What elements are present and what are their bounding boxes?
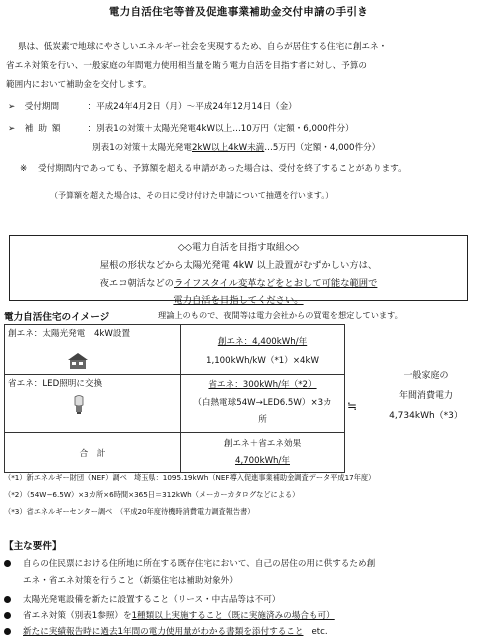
lottery-note: （予算額を超えた場合は、その日に受け付けた申請について抽選を行います。）	[50, 191, 334, 200]
row2-value: 省エネ：300kWh/年（*2）	[208, 380, 317, 390]
box-line: 屋根の形状などから太陽光発電 4kW 以上設置がむずかしい方は、	[99, 260, 378, 271]
requirement-item	[4, 625, 328, 637]
arrow-bullet-icon: ➢	[8, 102, 16, 112]
table-cell	[5, 433, 181, 473]
row2-calc: （白熱電球54W→LED6.5W）×3カ	[193, 398, 332, 408]
reception-period	[8, 100, 297, 112]
image-section-subtitle: 理論上のもので、夜間等は電力会社からの買電を想定しています。	[158, 310, 403, 320]
household-line2: 年間消費電力	[398, 391, 453, 401]
energy-table	[4, 324, 345, 473]
requirement-text: 太陽光発電設備を新たに設置すること（リース・中古品等は不可）	[23, 595, 281, 605]
approx-equal-symbol: ≒	[347, 399, 358, 413]
period-label: 受付期間	[24, 102, 60, 112]
amount-label: 補助額	[24, 124, 66, 134]
household-line1: 一般家庭の	[403, 371, 449, 381]
row1-value: 創エネ：4,400kWh/年	[217, 337, 308, 347]
amount-1: ：別表1の対策＋太陽光発電4kW以上…10万円（定額・6,000件分）	[87, 124, 354, 134]
image-section-heading: 電力自活住宅のイメージ	[4, 312, 110, 323]
table-cell	[181, 325, 345, 375]
note-mark: ※	[20, 164, 28, 174]
table-row	[5, 375, 345, 433]
bullet-dot-icon	[4, 596, 11, 603]
requirement-item	[4, 609, 335, 621]
bullet-dot-icon	[4, 612, 11, 619]
requirement-underlined: 新たに実績報告時に過去1年間の電力使用量がわかる書類を添付すること	[23, 627, 304, 637]
requirement-item	[4, 557, 375, 569]
requirement-text: 自らの住民票における住所地に所在する既存住宅において、自己の居住の用に供するため創	[23, 559, 376, 569]
total-label: 合 計	[79, 448, 106, 459]
box-heading: ◇◇電力自活を目指す取組◇◇	[177, 242, 300, 253]
total-line2: 4,700kWh/年	[234, 456, 290, 466]
table-row	[5, 325, 345, 375]
requirement-underlined: 1種類以上実施すること（既に実施済みの場合も可）	[131, 611, 335, 621]
footnote: （*1）新エネルギー財団（NEF）調べ 埼玉県：1095.19kWh（NEF導入促進事業補助金調査データ平成17年度）	[4, 473, 376, 482]
intro-line: 県は、低炭素で地球にやさしいエネルギー社会を実現するため、自らが居住する住宅に創エネ・	[18, 42, 388, 52]
led-bulb-icon	[72, 395, 86, 415]
footnote: （*3）省エネルギーセンター調べ （平成20年度待機時消費電力調査報告書）	[4, 507, 255, 516]
row1-calc: 1,100kWh/kW（*1）×4kW	[206, 356, 319, 366]
amount-2-suffix: …5万円（定額・4,000件分）	[264, 143, 381, 153]
row2-calc-cont: 所	[258, 415, 267, 425]
period-value: ：平成24年4月2日（月）〜平成24年12月14日（金）	[87, 102, 297, 112]
row2-label: 省エネ：LED照明に交換	[8, 379, 103, 389]
total-line1: 創エネ＋省エネ効果	[223, 439, 302, 449]
note-text: 受付期間内であっても、予算額を超える申請があった場合は、受付を終了することがあります。	[38, 164, 407, 174]
intro-paragraph	[6, 38, 472, 95]
intro-line: 省エネ対策を行い、一般家庭の年間電力使用相当量を賄う電力自活を目指す者に対し、予算の	[6, 61, 367, 71]
amount-2-underlined: 2kW以上4kW未満	[192, 143, 265, 153]
arrow-bullet-icon: ➢	[8, 124, 16, 134]
requirement-item	[4, 593, 280, 605]
household-consumption	[378, 366, 474, 426]
requirements-heading: 【主な要件】	[4, 541, 62, 552]
requirement-text: 省エネ対策（別表1参照）を	[23, 611, 132, 621]
box-line3: 電力自活を目指してください。	[173, 295, 304, 306]
termination-note	[20, 162, 407, 174]
amount-2-prefix: 別表1の対策＋太陽光発電	[92, 143, 192, 153]
footnote: （*2）（54W−6.5W）×3カ所×6時間×365日＝312kWh（メーカーカタログなどによる）	[4, 490, 300, 499]
box-line	[10, 292, 467, 306]
table-cell	[181, 433, 345, 473]
box-line2-underlined: ライフスタイル変革などをとおして可能な範囲で	[173, 278, 378, 289]
table-cell	[181, 375, 345, 433]
house-icon	[66, 352, 90, 370]
subsidy-amount-1	[8, 122, 354, 134]
requirement-item-cont: エネ・省エネ対策を行うこと（新築住宅は補助対象外）	[23, 576, 238, 586]
intro-line: 範囲内において補助金を交付します。	[6, 80, 152, 90]
row1-label: 創エネ：太陽光発電 4kW設置	[8, 329, 131, 339]
bullet-dot-icon	[4, 560, 11, 567]
subsidy-amount-2	[92, 141, 380, 153]
table-cell	[5, 325, 181, 375]
box-line	[10, 275, 467, 289]
requirement-etc: etc.	[311, 627, 328, 637]
box-line2-prefix: 夜エコ朝活などの	[99, 278, 174, 289]
bullet-dot-icon	[4, 628, 11, 635]
table-row	[5, 433, 345, 473]
self-sufficiency-box	[9, 235, 468, 306]
page-title: 電力自活住宅等普及促進事業補助金交付申請の手引き	[108, 6, 369, 18]
household-line3: 4,734kWh（*3）	[389, 411, 463, 421]
table-cell	[5, 375, 181, 433]
